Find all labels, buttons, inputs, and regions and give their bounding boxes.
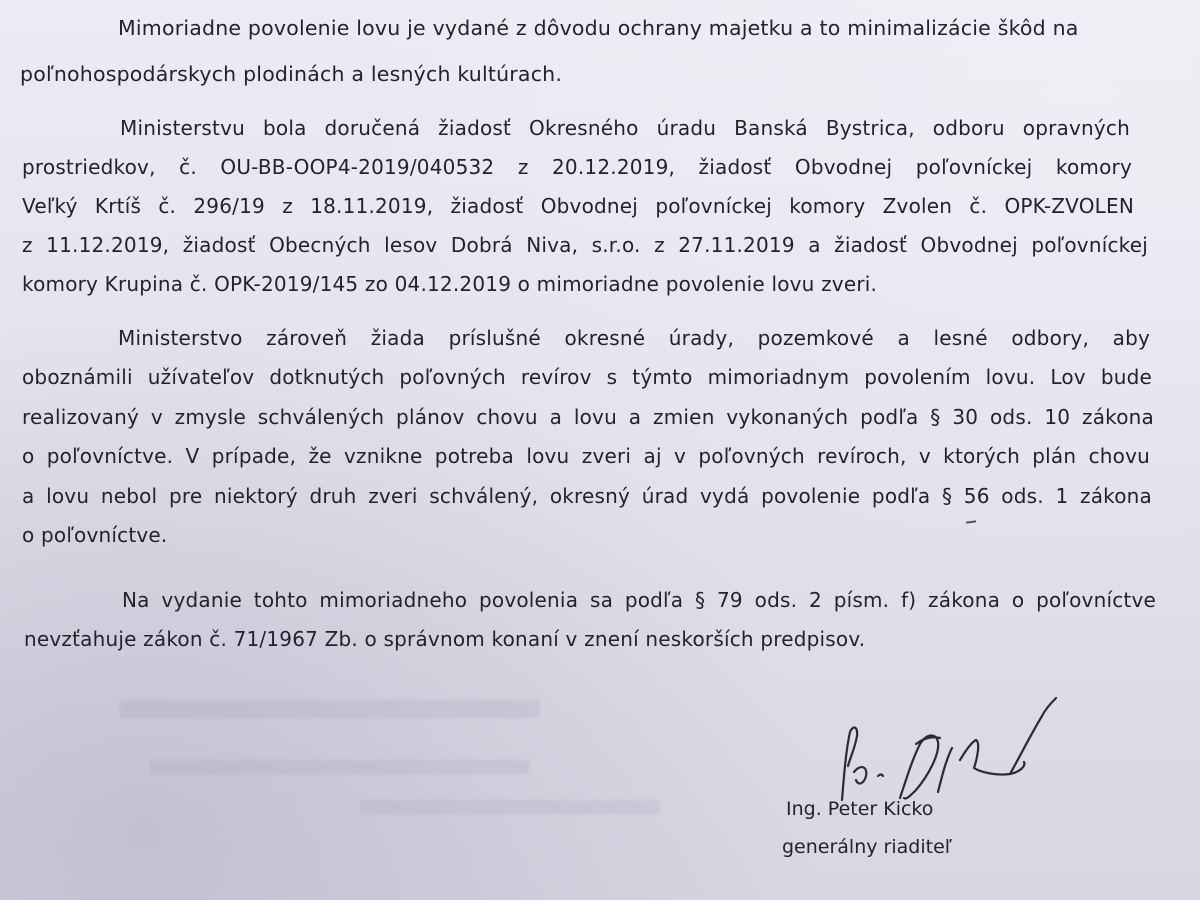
- show-through-shadow: [360, 800, 660, 814]
- text-line: poľnohospodárskych plodinách a lesných kultúrach.: [20, 62, 563, 86]
- show-through-shadow: [150, 760, 530, 774]
- text-line: Ministerstvo zároveň žiada príslušné okresné úrady, pozemkové a lesné odbory, aby: [118, 326, 1150, 350]
- text-line: o poľovníctve. V prípade, že vznikne potreba lovu zveri aj v poľovných revíroch, v ktorých plán chovu: [22, 444, 1150, 468]
- text-line: Na vydanie tohto mimoriadneho povolenia sa podľa § 79 ods. 2 písm. f) zákona o poľovníctve: [122, 588, 1156, 612]
- text-line: Mimoriadne povolenie lovu je vydané z dôvodu ochrany majetku a to minimalizácie škôd na: [118, 16, 1079, 40]
- show-through-shadow: [120, 700, 540, 718]
- text-line: Ministerstvu bola doručená žiadosť Okresného úradu Banská Bystrica, odboru opravných: [120, 116, 1130, 140]
- text-line: realizovaný v zmysle schválených plánov chovu a lovu a zmien vykonaných podľa § 30 ods. 10 zákona: [22, 405, 1154, 429]
- text-line: nevzťahuje zákon č. 71/1967 Zb. o správnom konaní v znení neskorších predpisov.: [24, 627, 866, 651]
- signer-title: generálny riaditeľ: [782, 836, 952, 858]
- text-line: prostriedkov, č. OU-BB-OOP4-2019/040532 z 20.12.2019, žiadosť Obvodnej poľovníckej komory: [22, 155, 1132, 179]
- text-line: o poľovníctve.: [22, 523, 168, 547]
- text-line: a lovu nebol pre niektorý druh zveri schválený, okresný úrad vydá povolenie podľa § 56 ods. 1 zákona: [22, 484, 1152, 508]
- text-line: komory Krupina č. OPK-2019/145 zo 04.12.2019 o mimoriadne povolenie lovu zveri.: [22, 272, 878, 296]
- stray-mark: [966, 520, 976, 523]
- text-line: oboznámili užívateľov dotknutých poľovných revírov s týmto mimoriadnym povolením lovu. Lov bude: [22, 365, 1152, 389]
- signature-block: [760, 680, 1060, 880]
- text-line: Veľký Krtíš č. 296/19 z 18.11.2019, žiadosť Obvodnej poľovníckej komory Zvolen č. OPK-ZVOLEN: [22, 194, 1134, 218]
- text-line: z 11.12.2019, žiadosť Obecných lesov Dobrá Niva, s.r.o. z 27.11.2019 a žiadosť Obvodnej poľovníckej: [22, 233, 1148, 257]
- signer-name: Ing. Peter Kicko: [786, 798, 934, 820]
